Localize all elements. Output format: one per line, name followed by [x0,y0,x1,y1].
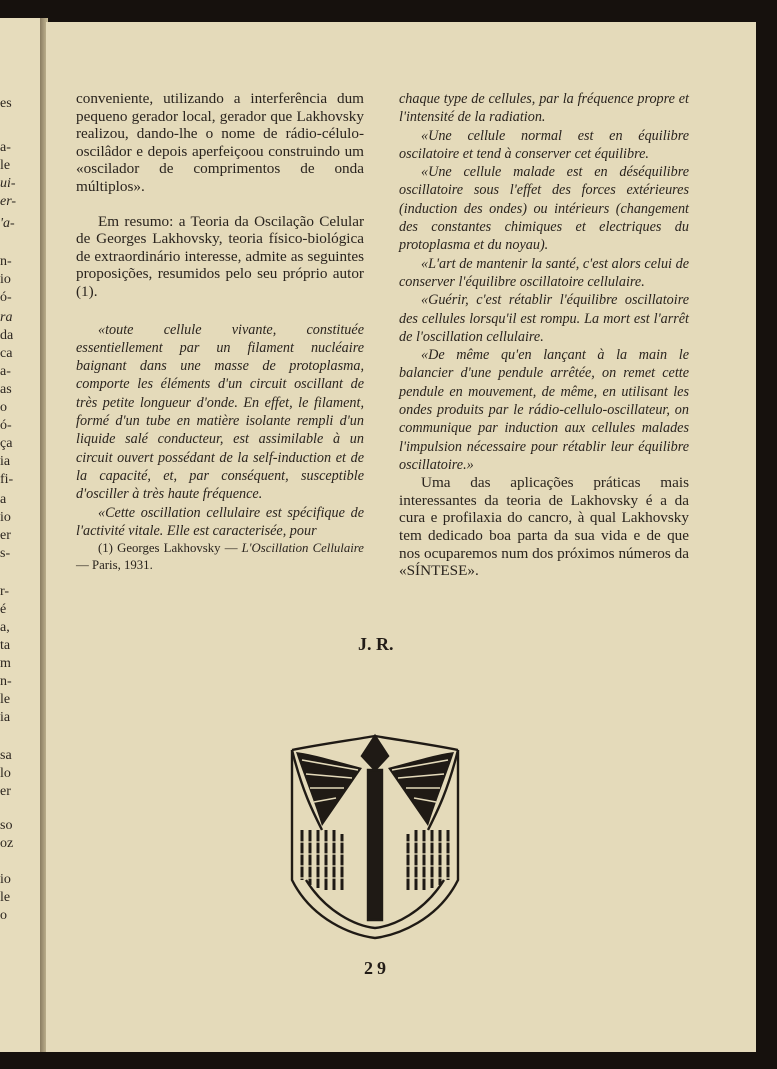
quote-continuation: chaque type de cellules, par la fréquence propre et l'intensité de la radiation. [399,91,689,126]
facing-page-text-fragment: ca [0,346,13,361]
facing-page-text-fragment: io [0,272,11,287]
facing-page-text-fragment: sa [0,748,12,763]
art-deco-ornament [282,730,468,942]
facing-page-text-fragment: s- [0,546,11,561]
facing-page-text-fragment: n- [0,254,12,269]
facing-page-text-fragment: es [0,96,12,111]
facing-page-text-fragment: ui- [0,176,16,191]
facing-page-text-fragment: er [0,784,11,799]
facing-page-text-fragment: ia [0,710,11,725]
facing-page-text-fragment: oz [0,836,14,851]
facing-page-text-fragment: o [0,400,7,415]
facing-page-text-fragment: 'a- [0,216,15,231]
quote-pendulum: «De même qu'en lançant à la main le balancier d'une pendule arrêtée, on remet cette pendule en mouvement, de même, en utilisant les ondes produits par le rádio-cellulo-oscillateur, on communique par induction aux cellules malades l'impulsion nécessaire pour rétablir leur équilibre oscillatoire.» [399,347,689,473]
facing-page-text-fragment: a [0,492,7,507]
author-signature: J. R. [358,634,394,654]
facing-page-text-fragment: a- [0,140,11,155]
footnote-author: (1) Georges Lakhovsky — [98,541,238,556]
quote-health: «L'art de mantenir la santé, c'est alors celui de conserver l'équilibre oscillatoire cellulaire. [399,255,689,290]
facing-page-text-fragment: a- [0,364,11,379]
facing-page-text-fragment: ra [0,310,13,325]
page [46,22,756,1052]
facing-page-text-fragment: as [0,382,12,397]
facing-page-text-fragment: er- [0,194,17,209]
facing-page-text-fragment: ó- [0,418,12,433]
page-number: 29 [364,958,390,978]
facing-page-text-fragment: r- [0,584,10,599]
paragraph-summary: Em resumo: a Teoria da Oscilação Celular de Georges Lakhovsky, teoria físico-biológica de extraordinário interesse, admite as seguintes proposições, resumidos pelo seu próprio autor (1). [76,212,364,300]
facing-page-text-fragment: ça [0,436,13,451]
facing-page-text-fragment: da [0,328,14,343]
quote-normal-cell: «Une cellule normal est en équilibre oscilatoire et tend à conserver cet équilibre. [399,127,689,162]
facing-page-edge [0,18,42,1052]
facing-page-text-fragment: io [0,872,11,887]
left-column [76,90,364,574]
facing-page-text-fragment: io [0,510,11,525]
facing-page-text-fragment: so [0,818,13,833]
facing-page-text-fragment: ta [0,638,11,653]
paragraph-cancer: Uma das aplicações práticas mais interessantes da teoria de Lakhovsky é a da cura e profilaxia do cancro, à qual Lakhovsky tem dedicado boa parta da sua vida e de que nos ocuparemos num dos próximos números da «SÍNTESE». [399,474,689,580]
facing-page-text-fragment: le [0,158,11,173]
facing-page-text-fragment: a, [0,620,10,635]
quote-sick-cell: «Une cellule malade est en déséquilibre oscillatoire sous l'effet des forces extérieures (induction des ondes) ou intérieurs (changement des constantes chimiques et electriques du protoplasma et du noyau). [399,164,689,254]
facing-page-text-fragment: m [0,656,11,671]
quote-heal: «Guérir, c'est rétablir l'équilibre oscillatoire des cellules lorsqu'il est rompu. La mort est l'arrêt de l'oscillation cellulaire. [399,292,689,345]
paragraph-oscillator: conveniente, utilizando a interferência dum pequeno gerador local, gerador que Lakhovsky realizou, dando-lhe o nome de rádio-célulo-oscilâdor e depois aperfeiçoou construindo um «oscilador de comprimentos de onda múltiplos». [76,90,364,195]
facing-page-text-fragment: fi- [0,472,14,487]
footnote-title: L'Oscillation Cellulaire [241,541,364,556]
quote-oscillation-specific: «Cette oscillation cellulaire est spécifique de l'activité vitale. Elle est caracterisée, pour [76,504,364,539]
facing-page-text-fragment: er [0,528,11,543]
facing-page-text-fragment: ia [0,454,11,469]
quote-living-cell: «toute cellule vivante, constituée essentiellement par un filament nucléaire baignant dans une masse de protoplasma, comporte les éléments d'un circuit oscillant de très petite longueur d'onde. En effet, le filament, formé d'un tube en matière isolante rempli d'un liquide salé conducteur, est assimilable à un circuit ouvert possédant de la self-induction et de la capacité, et, par conséquent, susceptible d'osciller à très haute fréquence. [76,321,364,503]
facing-page-text-fragment: n- [0,674,12,689]
footnote-place: — Paris, 1931. [76,558,153,573]
facing-page-text-fragment: lo [0,766,11,781]
facing-page-text-fragment: le [0,890,11,905]
facing-page-text-fragment: ó- [0,290,12,305]
facing-page-text-fragment: le [0,692,11,707]
facing-page-text-fragment: é [0,602,7,617]
footnote [76,540,364,574]
right-column [399,90,689,580]
facing-page-text-fragment: o [0,908,7,923]
